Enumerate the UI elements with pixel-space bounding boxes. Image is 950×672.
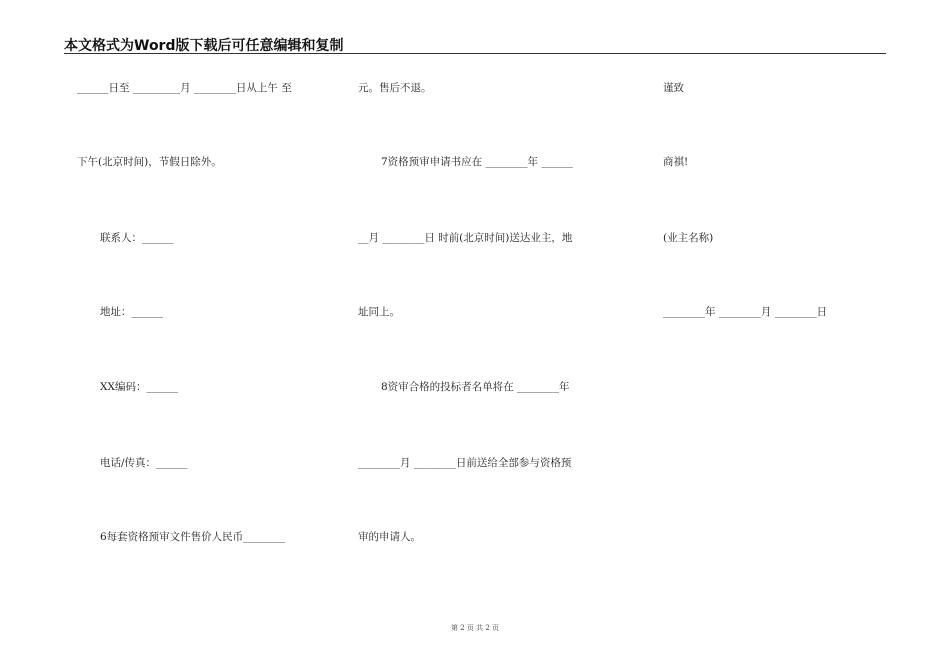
text-line: (业主名称) [663,232,714,244]
page-number: 第 2 页 共 2 页 [450,624,500,632]
text-line: 8资审合格的投标者名单将在 ________年 [381,381,570,393]
text-line: XX编码：______ [100,381,178,393]
text-line: 下午(北京时间)，节假日除外。 [77,156,222,168]
text-line: 6每套资格预审文件售价人民币________ [100,531,286,543]
text-line: ______日至 _________月 ________日从上午 至 [77,82,292,94]
text-line: ________年 ________月 ________日 [663,306,828,318]
text-line: 7资格预审申请书应在 ________年 ______ [381,156,573,168]
text-line: __月 ________日 时前(北京时间)送达业主，地 [358,232,573,244]
text-line: 电话/传真：______ [100,457,188,469]
text-line: 元。售后不退。 [358,82,432,94]
header-title: 本文格式为Word版下载后可任意编辑和复制 [64,38,344,54]
text-line: ________月 ________日前送给全部参与资格预 [358,457,572,469]
text-line: 联系人：______ [100,232,174,244]
document-header [64,33,886,54]
text-line: 地址：______ [100,306,163,318]
text-line: 商祺! [663,156,689,168]
text-line: 址同上。 [358,306,400,318]
text-line: 谨致 [663,82,684,94]
text-line: 审的申请人。 [358,531,421,543]
